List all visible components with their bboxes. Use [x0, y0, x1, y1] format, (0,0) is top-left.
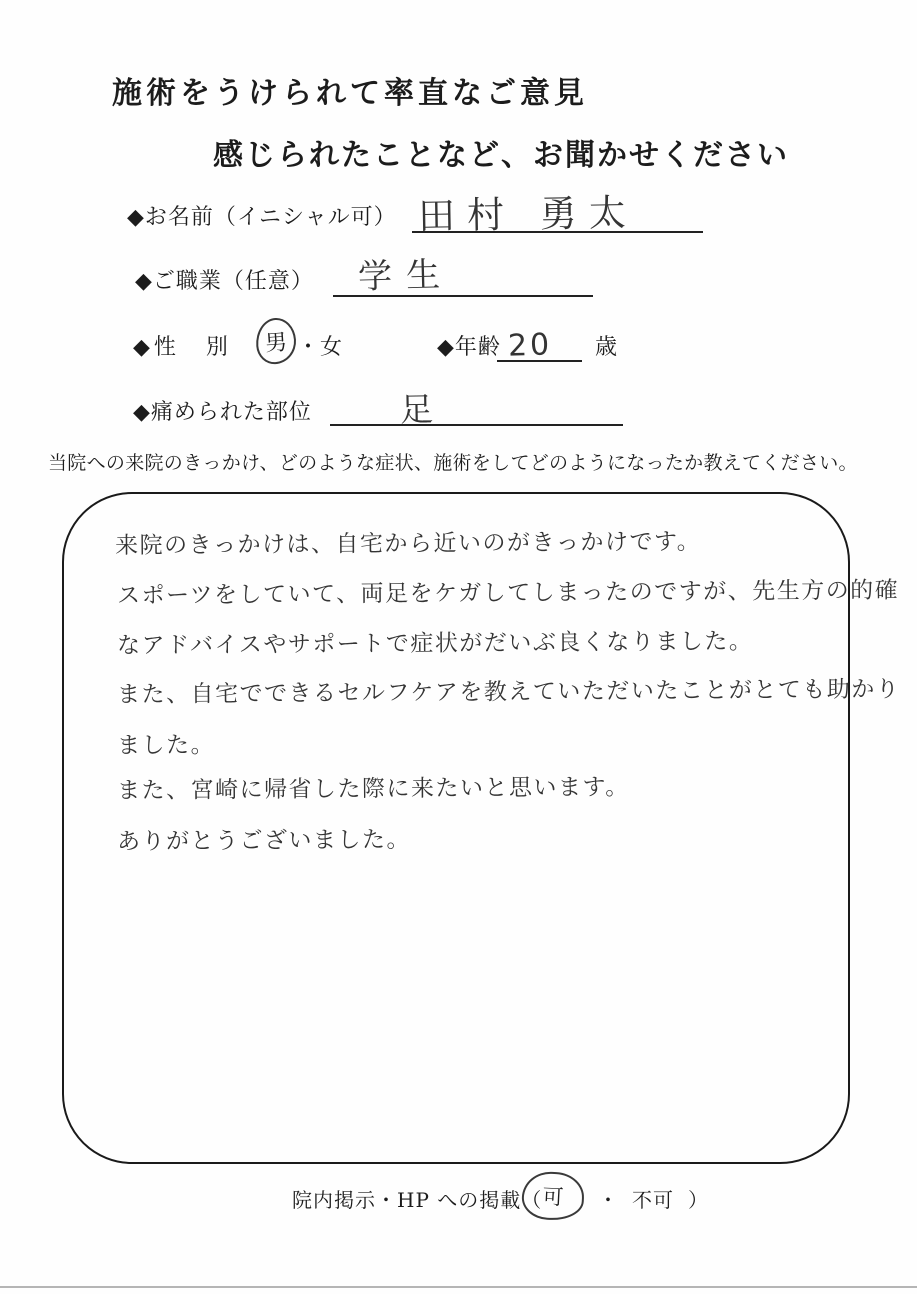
gender-male-circle-annotation: [254, 317, 297, 366]
gender-field-label: ◆性 別: [133, 335, 232, 360]
gender-option-male: 男: [264, 329, 288, 357]
occupation-field-value: 学生: [357, 254, 455, 298]
body-part-field-value: 足: [399, 389, 434, 430]
publication-option-separator: ・: [598, 1188, 619, 1212]
body-part-field-label: ◆痛められた部位: [133, 400, 312, 425]
publication-consent-close-paren: ）: [688, 1188, 709, 1212]
gender-option-female: ・女: [297, 335, 344, 360]
body-part-field-underline: [330, 424, 623, 426]
comment-line: ありがとうございました。: [116, 826, 412, 855]
scan-edge-line: [0, 1286, 917, 1288]
form-title-line1: 施術をうけられて率直なご意見: [112, 76, 588, 111]
name-field-underline: [412, 231, 703, 233]
age-unit-label: 歳: [595, 335, 619, 360]
age-field-underline: [497, 360, 582, 362]
occupation-field-underline: [333, 295, 593, 297]
publication-consent-label: 院内掲示・HP への掲載（: [292, 1188, 543, 1212]
comment-line: 来院のきっかけは、自宅から近いのがきっかけです。: [114, 528, 702, 559]
publication-allow-circle-annotation: [521, 1170, 585, 1221]
form-title-line2: 感じられたことなど、お聞かせください: [213, 138, 789, 173]
name-field-value: 田村 勇太: [417, 191, 639, 238]
publication-option-allow: 可: [541, 1184, 565, 1210]
comment-line: なアドバイスやサポートで症状がだいぶ良くなりました。: [116, 628, 754, 659]
comment-prompt: 当院への来院のきっかけ、どのような症状、施術をしてどのようになったか教えてください。: [48, 452, 858, 474]
comment-line: スポーツをしていて、両足をケガしてしまったのですが、先生方の的確: [116, 577, 900, 609]
age-field-value: 20: [507, 327, 553, 364]
occupation-field-label: ◆ご職業（任意）: [135, 269, 314, 294]
name-field-label: ◆お名前（イニシャル可）: [127, 205, 397, 230]
publication-option-deny: 不可: [632, 1188, 674, 1212]
comment-line: ました。: [116, 732, 216, 759]
age-field-label: ◆年齢: [437, 335, 501, 360]
comment-line: また、宮崎に帰省した際に来たいと思います。: [116, 774, 630, 804]
comment-line: また、自宅でできるセルフケアを教えていただいたことがとても助かり: [116, 676, 901, 708]
